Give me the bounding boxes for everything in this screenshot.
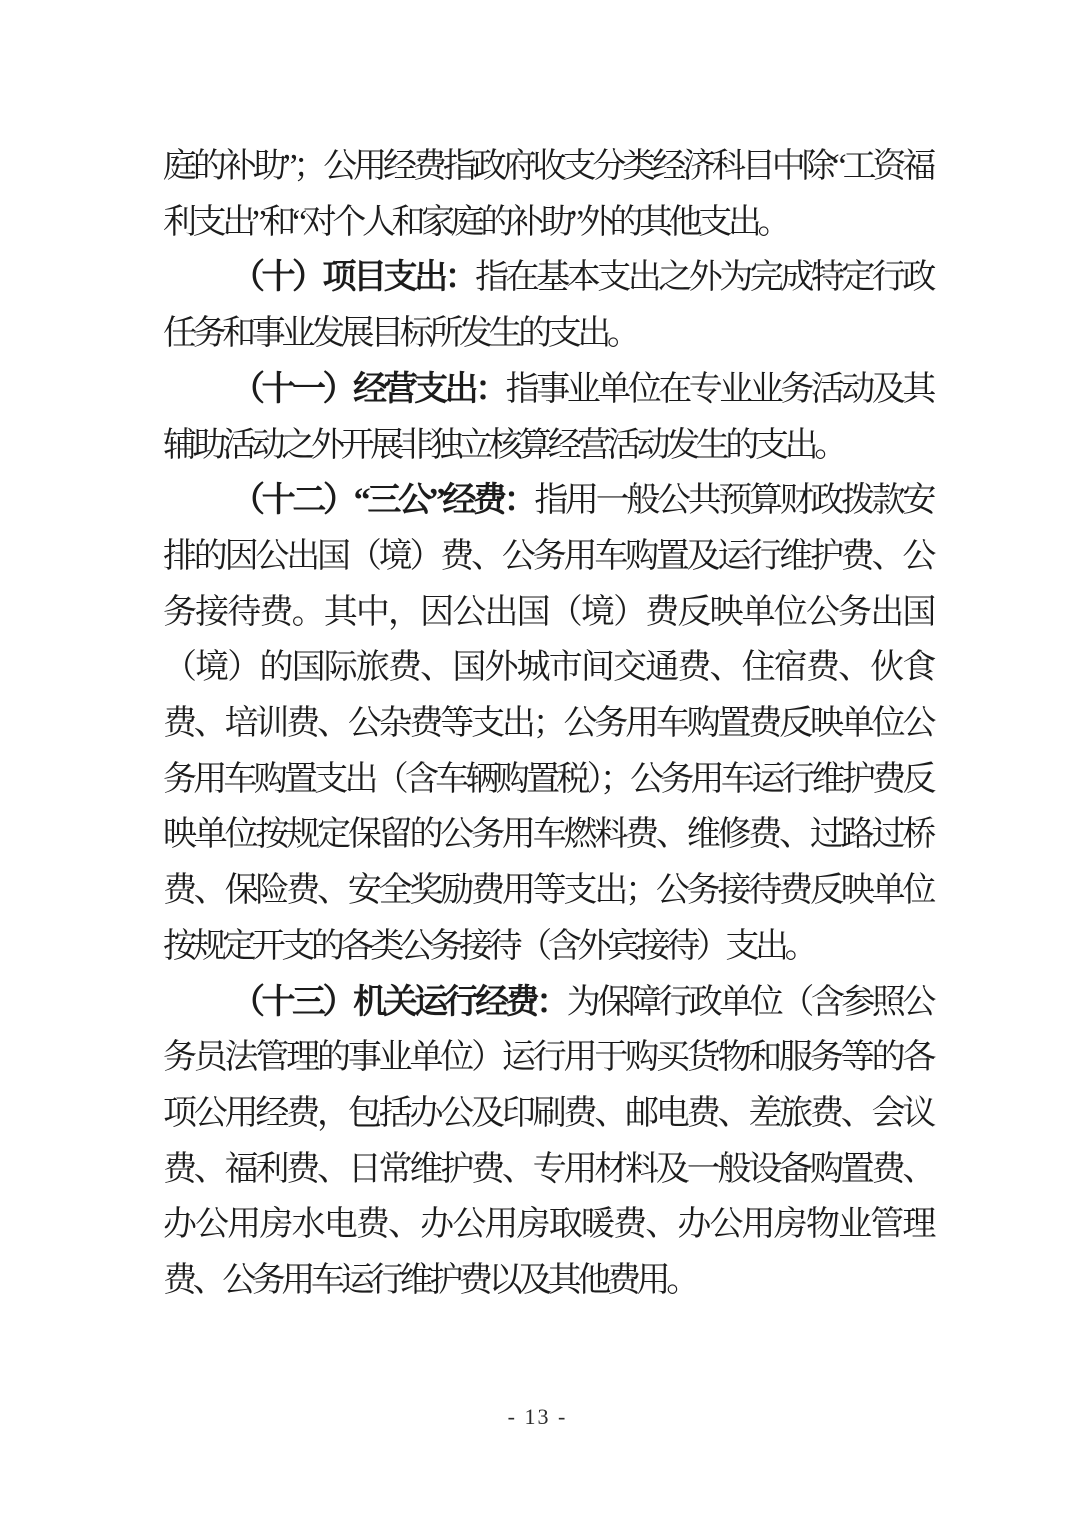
paragraph-item-10 [163, 250, 932, 361]
paragraph-heading: （十一）经营支出： [231, 370, 506, 408]
paragraph-body: 指用一般公共预算财政拨款安排的因公出国（境）费、公务用车购置及运行维护费、公务接待费。其中，因公出国（境）费反映单位公务出国（境）的国际旅费、国外城市间交通费、住宿费、伙食费、培训费、公杂费等支出；公务用车购置费反映单位公务用车购置支出（含车辆购置税）；公务用车运行维护费反映单位按规定保留的公务用车燃料费、维修费、过路过桥费、保险费、安全奖励费用等支出；公务接待费反映单位按规定开支的各类公务接待（含外宾接待）支出。 [163, 482, 932, 965]
paragraph-body: 指事业单位在专业业务活动及其辅助活动之外开展非独立核算经营活动发生的支出。 [163, 370, 932, 464]
paragraph-item-13 [163, 975, 932, 1309]
paragraph-heading: （十）项目支出： [231, 259, 476, 297]
paragraph-heading: （十三）机关运行经费： [231, 983, 567, 1021]
paragraph-heading: （十二）“三公”经费： [231, 482, 535, 520]
paragraph-body: 为保障行政单位（含参照公务员法管理的事业单位）运行用于购买货物和服务等的各项公用经费，包括办公及印刷费、邮电费、差旅费、会议费、福利费、日常维护费、专用材料及一般设备购置费、办公用房水电费、办公用房取暖费、办公用房物业管理费、公务用车运行维护费以及其他费用。 [163, 983, 932, 1300]
document-text-block [163, 139, 932, 1309]
paragraph-body: 庭的补助”；公用经费指政府收支分类经济科目中除“工资福利支出”和“对个人和家庭的补助”外的其他支出。 [163, 148, 932, 241]
page-number: - 13 - [507, 1404, 568, 1429]
paragraph-item-12 [163, 473, 932, 974]
paragraph-body: 指在基本支出之外为完成特定行政任务和事业发展目标所发生的支出。 [163, 259, 932, 353]
paragraph-item-11 [163, 362, 932, 473]
paragraph-continuation [163, 139, 932, 250]
